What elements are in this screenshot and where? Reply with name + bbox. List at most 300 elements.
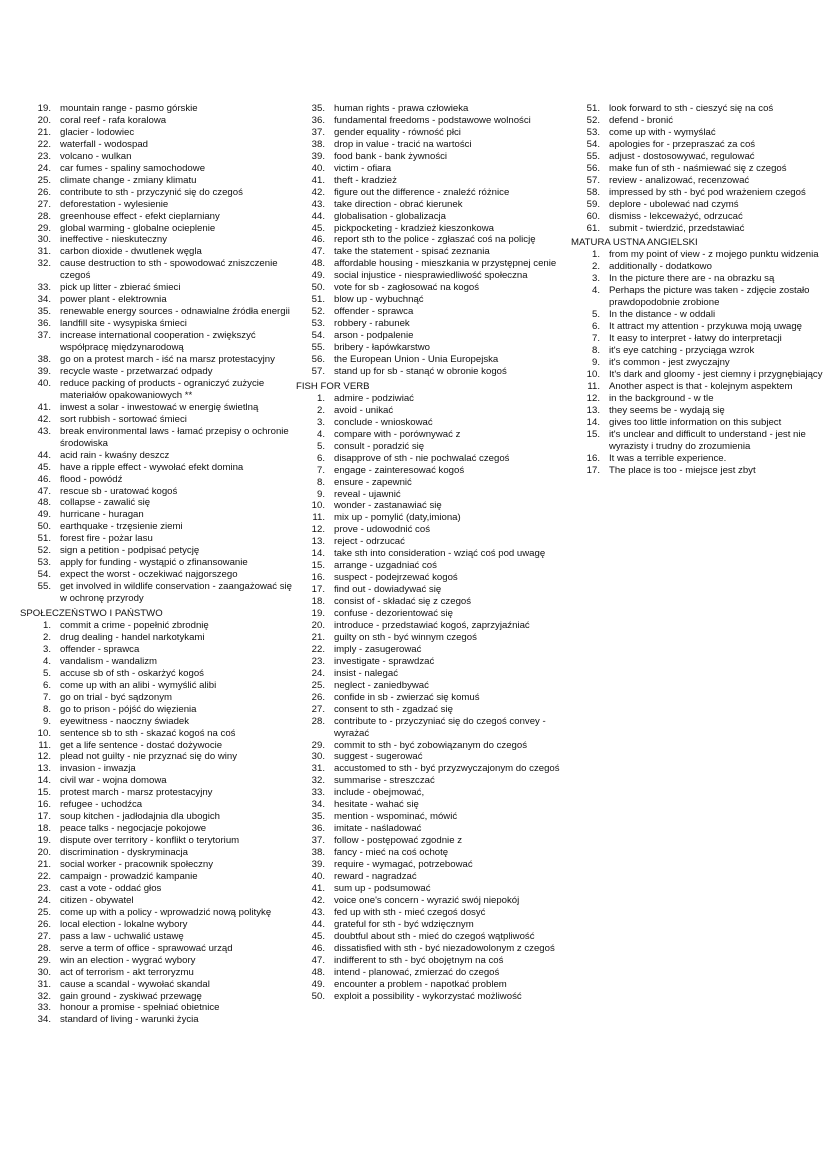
item-text: It attract my attention - przykuwa moją uwagę	[609, 321, 803, 333]
list-item	[20, 847, 292, 859]
item-text: honour a promise - spełniać obietnice	[60, 1002, 220, 1014]
item-number: 35.	[311, 811, 325, 823]
list-item	[296, 548, 560, 560]
item-text: find out - dowiadywać się	[334, 584, 442, 596]
item-number: 55.	[311, 342, 325, 354]
item-number: 38.	[311, 138, 325, 150]
list-item	[296, 103, 560, 115]
list-item	[20, 199, 292, 211]
list-item	[296, 991, 560, 1003]
list-item	[571, 115, 828, 127]
list-item	[20, 486, 292, 498]
item-text: report sth to the police - zgłaszać coś na policję	[334, 234, 536, 246]
item-number: 33.	[311, 787, 325, 799]
item-number: 58.	[586, 186, 600, 198]
item-number: 41.	[37, 401, 51, 413]
list-item	[20, 979, 292, 991]
item-number: 11.	[312, 512, 325, 524]
list-item	[296, 979, 560, 991]
item-text: reveal - ujawnić	[334, 488, 401, 500]
item-number: 31.	[37, 978, 51, 990]
item-text: expect the worst - oczekiwać najgorszego	[60, 569, 238, 581]
list-item	[20, 955, 292, 967]
list-item	[296, 465, 560, 477]
item-text: fed up with sth - mieć czegoś dosyć	[334, 906, 486, 918]
item-number: 28.	[311, 715, 325, 727]
item-number: 42.	[37, 413, 51, 425]
item-text: commit a crime - popełnić zbrodnię	[60, 619, 209, 631]
item-number: 14.	[586, 416, 600, 428]
item-number: 45.	[311, 930, 325, 942]
list-item	[571, 139, 828, 151]
item-text: coral reef - rafa koralowa	[60, 114, 167, 126]
list-item	[571, 211, 828, 223]
item-number: 16.	[586, 452, 600, 464]
item-text: volcano - wulkan	[60, 150, 132, 162]
item-text: admire - podziwiać	[334, 392, 414, 404]
item-number: 38.	[311, 847, 325, 859]
item-text: adjust - dostosowywać, regulować	[609, 150, 755, 162]
item-text: drop in value - tracić na wartości	[334, 138, 472, 150]
list-item	[296, 596, 560, 608]
item-text: Another aspect is that - kolejnym aspektem	[609, 380, 793, 392]
list-item	[20, 497, 292, 509]
item-number: 46.	[37, 473, 51, 485]
item-number: 3.	[316, 416, 325, 428]
item-text: investigate - sprawdzać	[334, 655, 435, 667]
item-text: landfill site - wysypiska śmieci	[60, 318, 187, 330]
item-number: 30.	[37, 966, 51, 978]
item-text: win an election - wygrać wybory	[60, 954, 196, 966]
list-item	[296, 823, 560, 835]
list-item	[20, 883, 292, 895]
item-text: impressed by sth - być pod wrażeniem czegoś	[609, 186, 806, 198]
item-text: acid rain - kwaśny deszcz	[60, 449, 170, 461]
list-item	[571, 261, 828, 273]
item-number: 43.	[37, 425, 51, 437]
item-text: go on trial - być sądzonym	[60, 691, 172, 703]
item-text: voice one's concern - wyrazić swój niepokój	[334, 894, 520, 906]
item-text: dispute over territory - konflikt o terytorium	[60, 835, 240, 847]
item-text: insist - nalegać	[334, 667, 398, 679]
list-item	[296, 366, 560, 378]
list-item	[296, 883, 560, 895]
item-number: 20.	[37, 847, 51, 859]
list-item	[20, 644, 292, 656]
item-text: dismiss - lekceważyć, odrzucać	[609, 210, 743, 222]
item-text: conclude - wnioskować	[334, 416, 433, 428]
item-text: encounter a problem - napotkać problem	[334, 978, 507, 990]
item-text: cast a vote - oddać głos	[60, 882, 162, 894]
list-item	[296, 127, 560, 139]
item-number: 57.	[311, 365, 325, 377]
list-item	[571, 187, 828, 199]
item-number: 30.	[311, 751, 325, 763]
column-2	[296, 100, 560, 1002]
item-text: break environmental laws - łamać przepisy o ochronie środowiska	[60, 425, 289, 449]
list-item	[296, 716, 560, 740]
item-text: arson - podpalenie	[334, 330, 414, 342]
list-item	[20, 127, 292, 139]
item-number: 1.	[316, 392, 325, 404]
list-item	[296, 489, 560, 501]
item-text: civil war - wojna domowa	[60, 775, 167, 787]
list-item	[296, 393, 560, 405]
list-item	[20, 115, 292, 127]
item-text: cause destruction to sth - spowodować zniszczenie czegoś	[60, 258, 278, 282]
item-number: 19.	[37, 103, 51, 114]
item-number: 55.	[586, 150, 600, 162]
item-number: 18.	[311, 596, 325, 608]
item-text: greenhouse effect - efekt cieplarniany	[60, 210, 220, 222]
item-text: plead not guilty - nie przyznać się do winy	[60, 751, 238, 763]
item-number: 37.	[311, 126, 325, 138]
item-number: 8.	[591, 345, 600, 357]
item-text: follow - postępować zgodnie z	[334, 835, 462, 847]
item-text: pick up litter - zbierać śmieci	[60, 282, 181, 294]
list-item	[296, 811, 560, 823]
item-text: grateful for sth - być wdzięcznym	[334, 918, 474, 930]
item-text: standard of living - warunki życia	[60, 1014, 199, 1026]
item-text: food bank - bank żywności	[334, 150, 448, 162]
item-text: avoid - unikać	[334, 404, 394, 416]
list-item	[20, 692, 292, 704]
item-number: 20.	[311, 619, 325, 631]
item-text: It easy to interpret - łatwy do interpretacji	[609, 333, 782, 345]
item-number: 4.	[42, 655, 51, 667]
item-number: 44.	[311, 918, 325, 930]
item-number: 52.	[37, 545, 51, 557]
item-number: 24.	[37, 894, 51, 906]
item-number: 13.	[37, 763, 51, 775]
item-text: carbon dioxide - dwutlenek węgla	[60, 246, 202, 258]
item-number: 56.	[311, 354, 325, 366]
item-text: arrange - uzgadniać coś	[334, 560, 437, 572]
item-number: 40.	[311, 162, 325, 174]
item-number: 7.	[591, 333, 600, 345]
item-number: 17.	[311, 584, 325, 596]
item-text: protest march - marsz protestacyjny	[60, 787, 213, 799]
item-number: 60.	[586, 210, 600, 222]
item-text: social injustice - niesprawiedliwość społeczna	[334, 270, 528, 282]
list-item	[20, 282, 292, 294]
item-text: get a life sentence - dostać dożywocie	[60, 739, 223, 751]
list-item	[20, 246, 292, 258]
item-text: go on a protest march - iść na marsz protestacyjny	[60, 354, 275, 366]
list-item	[20, 967, 292, 979]
item-text: local election - lokalne wybory	[60, 918, 188, 930]
vocab-section	[20, 103, 292, 605]
list-item	[571, 127, 828, 139]
item-text: theft - kradzież	[334, 174, 397, 186]
list-item	[20, 509, 292, 521]
item-text: it's eye catching - przyciąga wzrok	[609, 345, 755, 357]
list-item	[296, 656, 560, 668]
item-text: accustomed to sth - być przyzwyczajonym do czegoś	[334, 763, 560, 775]
list-item	[296, 405, 560, 417]
item-text: serve a term of office - sprawować urząd	[60, 942, 233, 954]
item-number: 21.	[311, 631, 325, 643]
item-number: 22.	[311, 643, 325, 655]
item-number: 61.	[586, 222, 600, 234]
item-number: 25.	[37, 174, 51, 186]
item-text: offender - sprawca	[334, 306, 414, 318]
item-number: 19.	[311, 608, 325, 620]
item-number: 49.	[311, 978, 325, 990]
item-number: 39.	[311, 150, 325, 162]
item-text: apologies for - przepraszać za coś	[609, 138, 756, 150]
item-number: 40.	[311, 871, 325, 882]
list-item	[20, 1002, 292, 1014]
item-number: 7.	[316, 464, 325, 476]
list-item	[20, 919, 292, 931]
item-number: 59.	[586, 198, 600, 210]
list-item	[296, 859, 560, 871]
item-text: intend - planować, zmierzać do czegoś	[334, 966, 500, 978]
item-text: reduce packing of products - ograniczyć zużycie materiałów opakowaniowych **	[60, 377, 265, 401]
list-item	[20, 991, 292, 1003]
item-number: 12.	[311, 524, 325, 536]
list-item	[296, 536, 560, 548]
list-item	[20, 354, 292, 366]
item-number: 6.	[42, 679, 51, 691]
list-item	[296, 608, 560, 620]
item-number: 42.	[311, 894, 325, 906]
item-number: 22.	[37, 138, 51, 150]
list-item	[296, 211, 560, 223]
item-number: 31.	[311, 763, 325, 775]
list-item	[20, 139, 292, 151]
list-item	[296, 560, 560, 572]
item-number: 43.	[311, 198, 325, 210]
item-text: stand up for sb - stanąć w obronie kogoś	[334, 365, 507, 377]
list-item	[20, 414, 292, 426]
list-item	[571, 273, 828, 285]
list-item	[20, 557, 292, 569]
item-number: 39.	[37, 365, 51, 377]
list-item	[20, 521, 292, 533]
item-text: glacier - lodowiec	[60, 126, 135, 138]
list-item	[296, 342, 560, 354]
item-number: 50.	[311, 282, 325, 294]
vocab-section	[571, 103, 828, 234]
list-item	[20, 462, 292, 474]
list-item	[296, 787, 560, 799]
list-item	[296, 584, 560, 596]
list-item	[20, 545, 292, 557]
item-number: 48.	[37, 497, 51, 509]
item-text: gender equality - równość płci	[334, 126, 461, 138]
list-item	[20, 859, 292, 871]
item-number: 53.	[586, 126, 600, 138]
item-text: confuse - dezorientować się	[334, 608, 453, 620]
list-item	[296, 572, 560, 584]
list-item	[296, 692, 560, 704]
list-item	[296, 234, 560, 246]
item-number: 46.	[311, 234, 325, 246]
list-item	[20, 656, 292, 668]
item-number: 12.	[37, 751, 51, 763]
item-text: cause a scandal - wywołać skandal	[60, 978, 210, 990]
item-number: 20.	[37, 114, 51, 126]
item-number: 9.	[42, 715, 51, 727]
item-number: 8.	[42, 703, 51, 715]
item-text: take the statement - spisać zeznania	[334, 246, 490, 258]
list-item	[296, 775, 560, 787]
item-text: in the background - w tle	[609, 392, 714, 404]
list-item	[20, 151, 292, 163]
item-text: victim - ofiara	[334, 162, 392, 174]
item-text: sum up - podsumować	[334, 882, 431, 894]
item-text: wonder - zastanawiać się	[334, 500, 442, 512]
list-item	[20, 740, 292, 752]
item-text: global warming - globalne ocieplenie	[60, 222, 216, 234]
item-number: 35.	[311, 103, 325, 114]
item-text: climate change - zmiany klimatu	[60, 174, 197, 186]
item-number: 50.	[311, 990, 325, 1002]
list-item	[296, 163, 560, 175]
list-item	[20, 450, 292, 462]
list-item	[296, 441, 560, 453]
list-item	[296, 187, 560, 199]
item-number: 10.	[586, 368, 600, 380]
list-item	[296, 871, 560, 883]
item-number: 52.	[586, 114, 600, 126]
list-item	[296, 354, 560, 366]
item-number: 39.	[311, 859, 325, 871]
item-number: 29.	[37, 222, 51, 234]
list-item	[20, 187, 292, 199]
item-number: 22.	[37, 871, 51, 882]
list-item	[296, 620, 560, 632]
list-item	[571, 333, 828, 345]
item-text: power plant - elektrownia	[60, 294, 167, 306]
list-item	[296, 330, 560, 342]
list-item	[571, 285, 828, 309]
item-text: accuse sb of sth - oskarżyć kogoś	[60, 667, 204, 679]
item-text: recycle waste - przetwarzać odpady	[60, 365, 213, 377]
list-item	[20, 581, 292, 605]
item-text: imply - zasugerować	[334, 643, 422, 655]
item-number: 16.	[37, 799, 51, 811]
item-number: 21.	[37, 126, 51, 138]
item-number: 15.	[586, 428, 600, 440]
item-number: 13.	[586, 404, 600, 416]
item-number: 8.	[316, 476, 325, 488]
item-number: 41.	[311, 882, 325, 894]
list-item	[20, 175, 292, 187]
item-text: hurricane - huragan	[60, 509, 144, 521]
item-text: the European Union - Unia Europejska	[334, 354, 499, 366]
item-number: 54.	[586, 138, 600, 150]
item-text: include - obejmować,	[334, 787, 425, 799]
list-item	[20, 533, 292, 545]
vocab-section	[296, 381, 560, 1003]
item-number: 54.	[311, 330, 325, 342]
list-item	[571, 465, 828, 477]
list-item	[20, 318, 292, 330]
item-text: fancy - mieć na coś ochotę	[334, 847, 449, 859]
item-number: 3.	[42, 643, 51, 655]
list-item	[296, 955, 560, 967]
list-item	[296, 644, 560, 656]
item-number: 24.	[311, 667, 325, 679]
item-text: consult - poradzić się	[334, 440, 425, 452]
item-text: drug dealing - handel narkotykami	[60, 631, 205, 643]
item-text: eyewitness - naoczny świadek	[60, 715, 190, 727]
item-text: social worker - pracownik społeczny	[60, 859, 214, 871]
item-text: look forward to sth - cieszyć się na coś	[609, 103, 774, 114]
item-text: come up with - wymyślać	[609, 126, 716, 138]
item-text: offender - sprawca	[60, 643, 140, 655]
list-item	[296, 477, 560, 489]
item-number: 1.	[42, 619, 51, 631]
item-number: 5.	[42, 667, 51, 679]
item-number: 5.	[591, 309, 600, 321]
list-item	[296, 680, 560, 692]
list-item	[296, 895, 560, 907]
list-item	[571, 309, 828, 321]
item-text: pickpocketing - kradzież kieszonkowa	[334, 222, 494, 234]
item-text: invasion - inwazja	[60, 763, 136, 775]
list-item	[571, 369, 828, 381]
item-number: 6.	[316, 452, 325, 464]
item-number: 48.	[311, 966, 325, 978]
item-number: 36.	[311, 114, 325, 126]
item-number: 47.	[311, 246, 325, 258]
item-text: reward - nagradzać	[334, 871, 417, 882]
vocab-section	[296, 103, 560, 378]
item-text: gives too little information on this subject	[609, 416, 782, 428]
item-number: 26.	[37, 186, 51, 198]
item-text: forest fire - pożar lasu	[60, 533, 153, 545]
item-text: submit - twierdzić, przedstawiać	[609, 222, 745, 234]
item-text: consist of - składać się z czegoś	[334, 596, 472, 608]
list-item	[296, 740, 560, 752]
list-item	[571, 175, 828, 187]
item-number: 26.	[37, 918, 51, 930]
item-text: imitate - naśladować	[334, 823, 422, 835]
item-number: 37.	[37, 330, 51, 342]
list-item	[20, 378, 292, 402]
item-number: 41.	[311, 174, 325, 186]
item-text: globalisation - globalizacja	[334, 210, 446, 222]
list-item	[296, 139, 560, 151]
list-item	[20, 366, 292, 378]
list-item	[296, 967, 560, 979]
item-number: 11.	[587, 380, 600, 392]
item-text: take sth into consideration - wziąć coś pod uwagę	[334, 548, 546, 560]
item-text: defend - bronić	[609, 114, 673, 126]
item-number: 10.	[311, 500, 325, 512]
list-item	[571, 429, 828, 453]
item-text: get involved in wildlife conservation - zaangażować się w ochronę przyrody	[60, 581, 292, 605]
list-item	[20, 811, 292, 823]
list-item	[296, 751, 560, 763]
item-text: consent to sth - zgadzać się	[334, 703, 453, 715]
item-text: pass a law - uchwalić ustawę	[60, 930, 184, 942]
item-text: from my point of view - z mojego punktu widzenia	[609, 249, 819, 261]
list-item	[20, 787, 292, 799]
item-number: 24.	[37, 162, 51, 174]
list-item	[296, 453, 560, 465]
item-number: 2.	[42, 631, 51, 643]
list-item	[571, 405, 828, 417]
item-text: renewable energy sources - odnawialne źródła energii	[60, 306, 290, 318]
item-number: 25.	[311, 679, 325, 691]
list-item	[20, 632, 292, 644]
item-text: It's dark and gloomy - jest ciemny i przygnębiający	[609, 368, 823, 380]
